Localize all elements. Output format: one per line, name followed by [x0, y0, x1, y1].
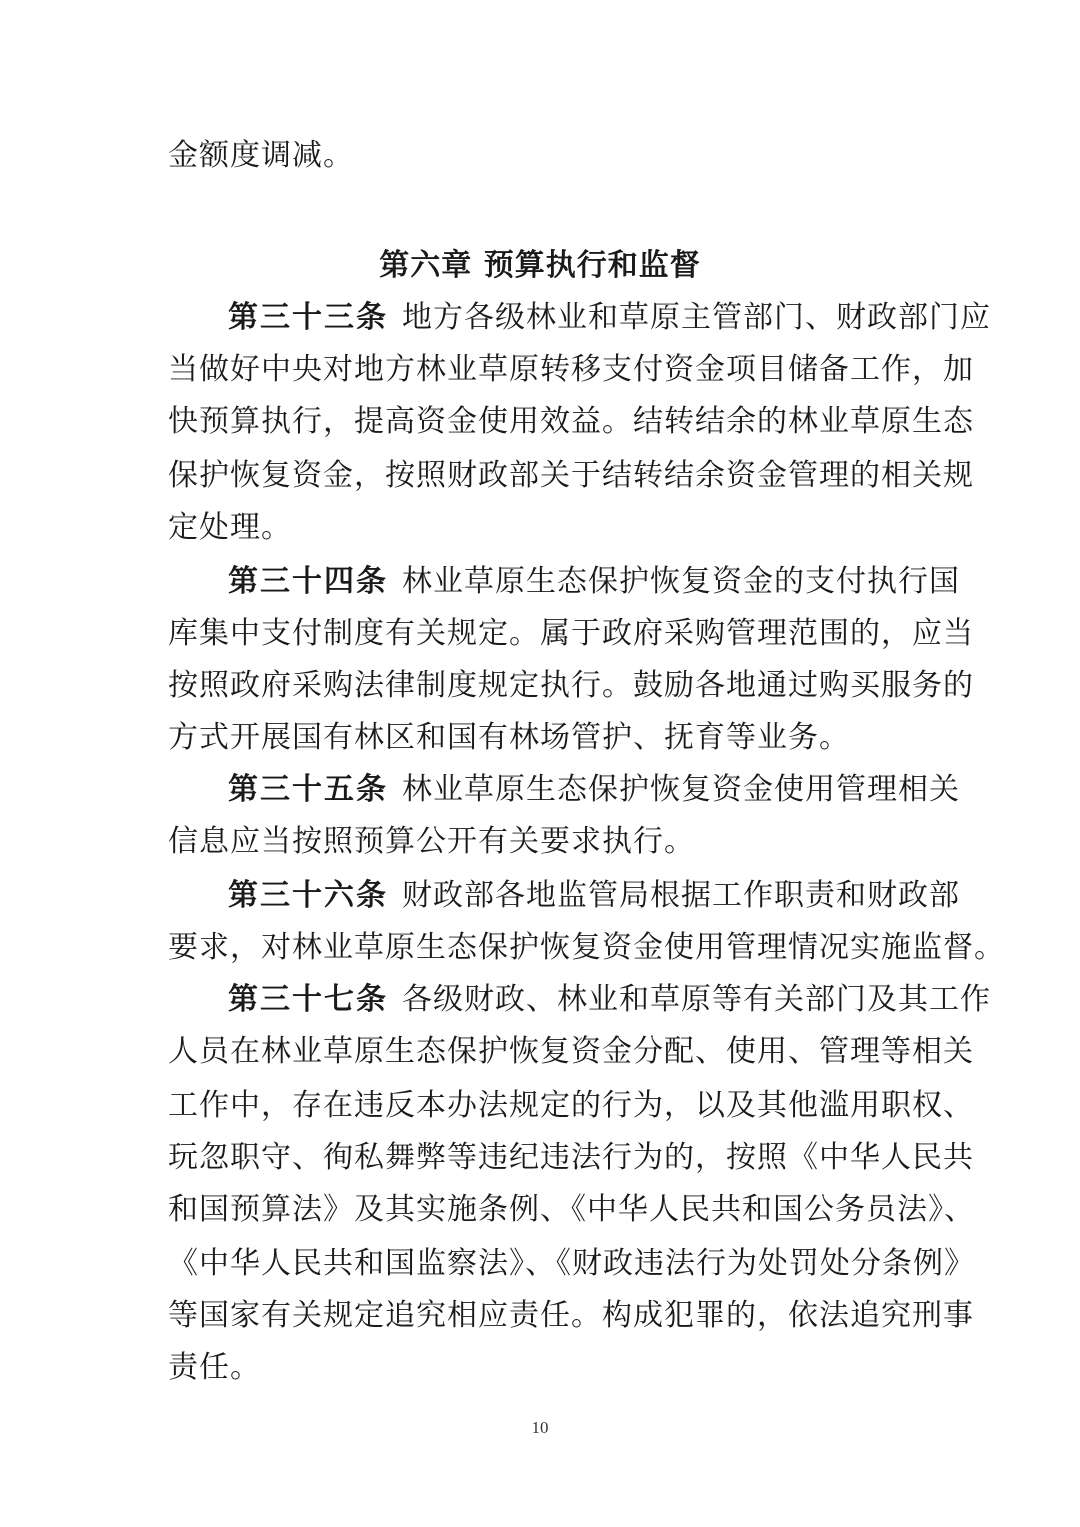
article-36-label: 第三十六条	[228, 878, 388, 913]
article-37-line-1	[228, 980, 991, 1020]
article-36-line-1	[228, 876, 960, 916]
article-33-line-1	[228, 298, 991, 338]
chapter-title: 第六章 预算执行和监督	[379, 248, 701, 283]
page-number: 10	[531, 1418, 549, 1437]
article-37-line-7: 等国家有关规定追究相应责任。构成犯罪的，依法追究刑事	[168, 1298, 974, 1333]
article-35-line-2: 信息应当按照预算公开有关要求执行。	[168, 824, 695, 859]
article-37-line-8: 责任。	[168, 1350, 261, 1385]
article-text: 林业草原生态保护恢复资金使用管理相关	[402, 772, 960, 807]
article-37-line-5: 和国预算法》及其实施条例、《中华人民共和国公务员法》、	[168, 1192, 975, 1227]
article-37-label: 第三十七条	[228, 982, 388, 1017]
article-35-line-1	[228, 770, 960, 810]
article-37-line-6: 《中华人民共和国监察法》、《财政违法行为处罚处分条例》	[168, 1246, 975, 1281]
article-37-line-4: 玩忽职守、徇私舞弊等违纪违法行为的，按照《中华人民共	[168, 1140, 974, 1175]
article-33-line-5: 定处理。	[168, 510, 292, 545]
article-34-line-3: 按照政府采购法律制度规定执行。鼓励各地通过购买服务的	[168, 668, 974, 703]
article-33-line-3: 快预算执行，提高资金使用效益。结转结余的林业草原生态	[168, 404, 974, 439]
article-37-line-2: 人员在林业草原生态保护恢复资金分配、使用、管理等相关	[168, 1034, 974, 1069]
article-text: 地方各级林业和草原主管部门、财政部门应	[402, 300, 991, 335]
article-33-line-4: 保护恢复资金，按照财政部关于结转结余资金管理的相关规	[168, 458, 974, 493]
article-34-line-2: 库集中支付制度有关规定。属于政府采购管理范围的，应当	[168, 616, 974, 651]
article-33-line-2: 当做好中央对地方林业草原转移支付资金项目储备工作，加	[168, 352, 974, 387]
article-33-label: 第三十三条	[228, 300, 388, 335]
article-text: 各级财政、林业和草原等有关部门及其工作	[402, 982, 991, 1017]
article-text: 财政部各地监管局根据工作职责和财政部	[402, 878, 960, 913]
article-34-line-4: 方式开展国有林区和国有林场管护、抚育等业务。	[168, 720, 850, 755]
article-36-line-2: 要求，对林业草原生态保护恢复资金使用管理情况实施监督。	[168, 930, 1005, 965]
article-35-label: 第三十五条	[228, 772, 388, 807]
continuation-text: 金额度调减。	[168, 138, 354, 173]
article-34-label: 第三十四条	[228, 564, 388, 599]
article-text: 林业草原生态保护恢复资金的支付执行国	[402, 564, 960, 599]
article-37-line-3: 工作中，存在违反本办法规定的行为，以及其他滥用职权、	[168, 1088, 974, 1123]
article-34-line-1	[228, 562, 960, 602]
